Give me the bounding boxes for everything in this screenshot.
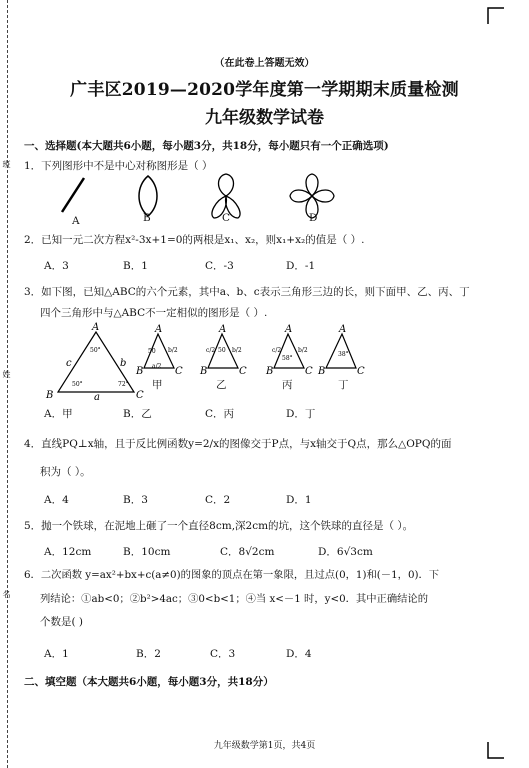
- svg-text:b/2: b/2: [232, 347, 242, 354]
- svg-text:b/2: b/2: [168, 347, 178, 354]
- q3-figure-bing: 丙: [282, 379, 293, 391]
- svg-text:B: B: [200, 366, 208, 377]
- q4-option-b[interactable]: B．3: [123, 494, 148, 506]
- q4-option-d[interactable]: D．1: [286, 494, 312, 506]
- question-3-line2: 四个三角形中与△ABC不一定相似的图形是（ ）.: [40, 307, 268, 319]
- svg-text:B: B: [136, 366, 144, 377]
- svg-text:a: a: [94, 392, 100, 400]
- q5-option-d[interactable]: D．6√3cm: [318, 546, 373, 558]
- q5-option-c[interactable]: C．8√2cm: [220, 546, 275, 558]
- question-1: 1．下列图形中不是中心对称图形是（ ）: [24, 160, 213, 172]
- svg-text:B: B: [46, 390, 54, 400]
- q1-figures: [50, 172, 350, 220]
- svg-text:58°: 58°: [282, 355, 293, 362]
- exam-notice: （在此卷上答题无效）: [214, 58, 315, 69]
- svg-text:50: 50: [218, 347, 226, 354]
- q1-label-b: B: [143, 212, 151, 224]
- q2-option-c[interactable]: C．-3: [205, 260, 234, 272]
- q1-label-c: C: [222, 212, 231, 224]
- question-4-line2: 积为（ ）。: [40, 466, 91, 478]
- q2-option-b[interactable]: B．1: [123, 260, 148, 272]
- q1-label-a: A: [72, 215, 80, 227]
- svg-text:C: C: [136, 390, 144, 400]
- question-3-line1: 3．如下图，已知△ABC的六个元素，其中a、b、c表示三角形三边的长，则下面甲、乙、丙、丁: [24, 286, 470, 298]
- exam-title: 广丰区2019—2020学年度第一学期期末质量检测: [70, 80, 459, 100]
- question-6-line1: 6．二次函数 y=ax²+bx+c(a≠0)的图象的顶点在第一象限，且过点(0，1)和(－1，0)．下: [24, 569, 440, 581]
- section2-heading: 二、填空题（本大题共6小题，每小题3分，共18分）: [24, 676, 274, 688]
- q6-option-d[interactable]: D．4: [286, 648, 312, 660]
- question-6-line2: 列结论：①ab<0；②b²>4ac；③0<b<1；④当 x<－1 时，y<0．其中正确结论的: [40, 593, 429, 605]
- q3-triangles: [36, 322, 376, 400]
- svg-text:50: 50: [148, 348, 156, 355]
- question-4-line1: 4．直线PQ⊥x轴，且于反比例函数y=2/x的图像交于P点，与x轴交于Q点，那么△OPQ的面: [24, 438, 452, 450]
- svg-text:c/2: c/2: [272, 347, 282, 354]
- corner-mark-bottom-right: [486, 740, 506, 760]
- svg-text:A: A: [155, 324, 163, 335]
- q3-option-b[interactable]: B．乙: [123, 408, 152, 420]
- binding-char-class: 班: [2, 160, 11, 168]
- svg-text:C: C: [357, 366, 365, 377]
- q3-figure-ding: 丁: [338, 379, 349, 391]
- section1-heading: 一、选择题(本大题共6小题，每小题3分，共18分，每小题只有一个正确选项): [24, 140, 389, 152]
- binding-char-name: 姓: [2, 370, 11, 378]
- q2-option-a[interactable]: A．3: [44, 260, 69, 272]
- q2-option-d[interactable]: D．-1: [286, 260, 316, 272]
- exam-subtitle: 九年级数学试卷: [205, 108, 324, 128]
- q1-figure-b-lens: [139, 176, 157, 216]
- q3-option-c[interactable]: C．丙: [205, 408, 235, 420]
- svg-text:c/2: c/2: [206, 347, 216, 354]
- q6-option-c[interactable]: C．3: [210, 648, 236, 660]
- svg-text:C: C: [305, 366, 313, 377]
- svg-text:A: A: [285, 324, 293, 335]
- svg-text:c: c: [66, 358, 72, 369]
- q3-option-a[interactable]: A．甲: [44, 408, 73, 420]
- question-6-line3: 个数是( ): [40, 616, 84, 628]
- svg-text:a/2: a/2: [152, 363, 162, 370]
- q5-option-b[interactable]: B．10cm: [123, 546, 171, 558]
- page-footer: 九年级数学第1页，共4页: [213, 741, 316, 751]
- q4-option-c[interactable]: C．2: [205, 494, 231, 506]
- svg-text:72°: 72°: [118, 381, 129, 388]
- q6-option-b[interactable]: B．2: [136, 648, 161, 660]
- corner-mark-top-right: [486, 6, 506, 26]
- svg-text:b/2: b/2: [298, 347, 308, 354]
- question-2: 2．已知一元二次方程x²-3x+1=0的两根是x₁、x₂，则x₁+x₂的值是（ ）.: [24, 234, 365, 246]
- q6-option-a[interactable]: A．1: [44, 648, 69, 660]
- svg-text:50°: 50°: [72, 381, 83, 388]
- svg-text:A: A: [219, 324, 227, 335]
- svg-text:A: A: [92, 322, 100, 333]
- binding-char-name2: 名: [2, 590, 11, 598]
- q1-label-d: D: [309, 212, 318, 224]
- svg-text:B: B: [318, 366, 326, 377]
- svg-text:C: C: [239, 366, 247, 377]
- q3-option-d[interactable]: D．丁: [286, 408, 316, 420]
- q4-option-a[interactable]: A．4: [44, 494, 69, 506]
- q3-figure-jia: 甲: [152, 379, 163, 391]
- question-5: 5．抛一个铁球，在泥地上砸了一个直径8cm,深2cm的坑，这个铁球的直径是（ ）。: [24, 520, 414, 532]
- svg-text:38°: 38°: [338, 351, 349, 358]
- q3-figure-yi: 乙: [216, 379, 227, 391]
- svg-text:50°: 50°: [90, 347, 101, 354]
- svg-text:B: B: [266, 366, 274, 377]
- q5-option-a[interactable]: A．12cm: [44, 546, 92, 558]
- svg-text:A: A: [339, 324, 347, 335]
- q1-figure-a-segment: [62, 178, 84, 212]
- svg-text:b: b: [120, 358, 127, 369]
- svg-text:C: C: [175, 366, 183, 377]
